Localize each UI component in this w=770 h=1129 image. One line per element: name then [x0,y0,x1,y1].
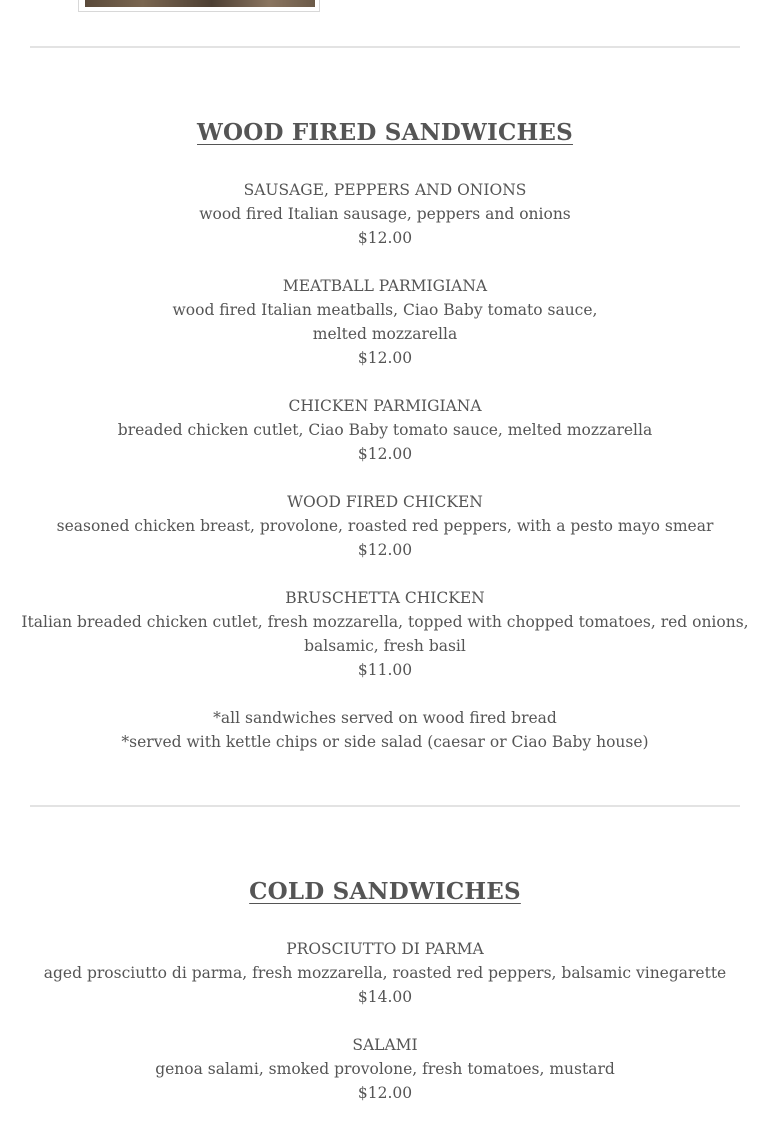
item-description: aged prosciutto di parma, fresh mozzarella, roasted red peppers, balsamic vinegarette [43,964,727,982]
item-name: BRUSCHETTA CHICKEN [285,589,485,607]
item-price: $12.00 [357,229,413,247]
item-price: $12.00 [357,1084,413,1102]
menu-item [0,1033,770,1105]
item-description: balsamic, fresh basil [304,637,466,655]
item-name: MEATBALL PARMIGIANA [282,277,488,295]
item-price: $12.00 [357,541,413,559]
section-notes [0,706,770,754]
item-description: breaded chicken cutlet, Ciao Baby tomato sauce, melted mozzarella [117,421,653,439]
wood-fired-sandwiches-section [0,118,770,754]
section-divider [30,46,740,48]
food-photo [85,0,315,7]
food-photo-frame [78,0,320,12]
section-title: WOOD FIRED SANDWICHES [197,119,573,146]
item-name: WOOD FIRED CHICKEN [287,493,483,511]
cold-sandwiches-section [0,877,770,1129]
item-price: $12.00 [357,349,413,367]
item-price: $11.00 [357,661,413,679]
menu-item [0,490,770,562]
item-price: $14.00 [357,988,413,1006]
menu-item [0,394,770,466]
item-name: PROSCIUTTO DI PARMA [286,940,484,958]
menu-item [0,178,770,250]
item-description: melted mozzarella [312,325,458,343]
item-price: $12.00 [357,445,413,463]
note: *all sandwiches served on wood fired bread [213,709,557,727]
note: *served with kettle chips or side salad (caesar or Ciao Baby house) [121,733,649,751]
section-title: COLD SANDWICHES [249,878,521,905]
item-name: CHICKEN PARMIGIANA [288,397,482,415]
item-description: seasoned chicken breast, provolone, roasted red peppers, with a pesto mayo smear [56,517,714,535]
item-name: SAUSAGE, PEPPERS AND ONIONS [243,181,527,199]
item-name: SALAMI [352,1036,418,1054]
menu-item [0,586,770,682]
section-divider [30,805,740,807]
item-description: wood fired Italian sausage, peppers and onions [199,205,571,223]
menu-item [0,274,770,370]
menu-item [0,937,770,1009]
item-description: wood fired Italian meatballs, Ciao Baby tomato sauce, [172,301,598,319]
item-description: genoa salami, smoked provolone, fresh tomatoes, mustard [155,1060,615,1078]
item-description: Italian breaded chicken cutlet, fresh mozzarella, topped with chopped tomatoes, red onions, [21,613,749,631]
